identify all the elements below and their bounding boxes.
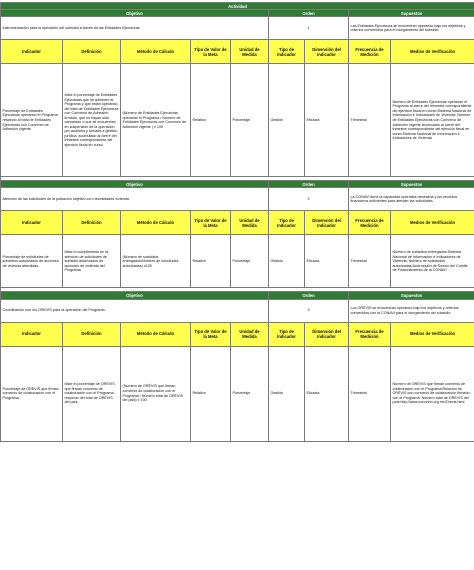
column-header-row — [1, 211, 474, 235]
definicion-cell: Mide el cumplimiento en la atención de solicitudes de subsidio autorizados de acciones de vivienda del Programa — [63, 235, 121, 288]
col-unidad: Unidad de Medida — [231, 322, 269, 346]
supuestos-header: Supuestos — [349, 292, 474, 299]
definicion-cell: Mide el porcentaje de Entidades Ejecutoras que se adhieren al Programa y que están operando, del total de Entidades Ejecutoras con Convenio de Adhesión firmado, que no hayan sido cancelado o que se encuentren en suspensión de la operación por auditoria y turnada a gestión jurídica, acumulado al cierre del trimestre correspondiente del ejercicio fiscal en curso. — [63, 64, 121, 177]
definicion-cell: Mide el porcentaje de ORÉVIS que firman convenio de colaboración con el Programa, respecto del total de ORÉVIS del país. — [63, 346, 121, 441]
col-medios: Medios de Verificación — [391, 211, 474, 235]
col-indicador: Indicador — [1, 211, 63, 235]
medios-cell: Número de ORÉVIS que firman convenio de colaboración con el Programa:Relación de ORÉVIS con convenio de colaboración firmado con el Programa; Número total de ORÉVIS del país:http://www.conorevi.org.mx/Orevis.html — [391, 346, 474, 441]
mir-activity-table — [0, 2, 474, 442]
orden-header: Orden — [269, 181, 349, 188]
medios-cell: Número de Entidades Ejecutoras operando el Programa al cierre del trimestre correspondiente del ejercicio fiscal en curso:Sistema Nacional de Información e Indicadores de Vivienda; Número de Entidades Ejecutoras con Convenio de Adhesión vigente acumulado al cierre del trimestre correspondiente del ejercicio fiscal en curso:Sistema Nacional de Información e Indicadores de Vivienda — [391, 64, 474, 177]
col-indicador: Indicador — [1, 40, 63, 64]
col-dimension: Dimensión del Indicador — [305, 211, 349, 235]
unidad-cell: Porcentaje — [231, 346, 269, 441]
col-metodo: Método de Cálculo — [121, 40, 191, 64]
col-definicion: Definición — [63, 40, 121, 64]
col-definicion: Definición — [63, 211, 121, 235]
frecuencia-cell: Trimestral — [349, 235, 391, 288]
col-dimension: Dimensión del Indicador — [305, 322, 349, 346]
table-title: Actividad — [1, 3, 474, 10]
col-frecuencia: Frecuencia de Medición — [349, 40, 391, 64]
objetivo-text: Instrumentación para la operación del subsidio a través de las Entidades Ejecutoras. — [1, 17, 269, 40]
column-header-row — [1, 322, 474, 346]
indicator-row — [1, 346, 474, 441]
objective-row — [1, 299, 474, 322]
title-row — [1, 3, 474, 10]
objetivo-header: Objetivo — [1, 292, 269, 299]
col-tipo-valor: Tipo de Valor de la Meta — [191, 211, 231, 235]
col-frecuencia: Frecuencia de Medición — [349, 322, 391, 346]
col-unidad: Unidad de Medida — [231, 211, 269, 235]
indicador-cell: Porcentaje de solicitudes de subsidios autorizados de acciones de vivienda atendidas. — [1, 235, 63, 288]
unidad-cell: Porcentaje — [231, 64, 269, 177]
col-frecuencia: Frecuencia de Medición — [349, 211, 391, 235]
section-header-row — [1, 292, 474, 299]
col-medios: Medios de Verificación — [391, 322, 474, 346]
tipo-indicador-cell: Gestión — [269, 235, 305, 288]
dimension-cell: Eficacia — [305, 64, 349, 177]
objetivo-header: Objetivo — [1, 181, 269, 188]
dimension-cell: Eficacia — [305, 235, 349, 288]
metodo-cell: (Número de Entidades Ejecutoras operando el Programa / Número de Entidades Ejecutoras con Convenio de Adhesión vigente ) x 100 — [121, 64, 191, 177]
col-tipo-valor: Tipo de Valor de la Meta — [191, 322, 231, 346]
col-unidad: Unidad de Medida — [231, 40, 269, 64]
tipo-valor-cell: Relativo — [191, 346, 231, 441]
col-medios: Medios de Verificación — [391, 40, 474, 64]
col-definicion: Definición — [63, 322, 121, 346]
indicator-row — [1, 64, 474, 177]
objetivo-text: Coordinación con los OREVIS para la operación del Programa. — [1, 299, 269, 322]
supuestos-header: Supuestos — [349, 10, 474, 17]
dimension-cell: Eficacia — [305, 346, 349, 441]
supuestos-text: Los OREVIS se encuentran operando bajo los objetivos y criterios convenidos con la CONAVI para el otorgamiento del subsidio. — [349, 299, 474, 322]
orden-header: Orden — [269, 10, 349, 17]
supuestos-text: Las Entidades Ejecutoras se encuentran operando bajo los objetivos y criterios convenidos para el otorgamiento del subsidio. — [349, 17, 474, 40]
section-header-row — [1, 181, 474, 188]
objective-row — [1, 17, 474, 40]
section-header-row — [1, 10, 474, 17]
objective-row — [1, 188, 474, 211]
tipo-indicador-cell: Gestión — [269, 346, 305, 441]
col-metodo: Método de Cálculo — [121, 322, 191, 346]
frecuencia-cell: Trimestral — [349, 346, 391, 441]
tipo-valor-cell: Relativo — [191, 64, 231, 177]
indicador-cell: Porcentaje de Entidades Ejecutoras operando el Programa respecto al total de Entidades Ejecutoras con Convenio de Adhesión vigente — [1, 64, 63, 177]
tipo-indicador-cell: Gestión — [269, 64, 305, 177]
col-tipo-indicador: Tipo de Indicador — [269, 211, 305, 235]
metodo-cell: (Número de subsidios entregados/Número de solicitudes autorizadas) x100 — [121, 235, 191, 288]
tipo-valor-cell: Relativo — [191, 235, 231, 288]
orden-header: Orden — [269, 292, 349, 299]
col-dimension: Dimensión del Indicador — [305, 40, 349, 64]
metodo-cell: (Número de ORÉVIS que firman convenio de colaboración con el Programa / Número total de ORÉVIS del país) x 100 — [121, 346, 191, 441]
col-tipo-valor: Tipo de Valor de la Meta — [191, 40, 231, 64]
objetivo-text: Atención de las solicitudes de la población objetivo con necesidades vivienda. — [1, 188, 269, 211]
supuestos-text: La CONAVI tiene la capacidad operativa necesaria y los recursos financieros suficientes para atender las solicitudes. — [349, 188, 474, 211]
orden-value: 2 — [269, 188, 349, 211]
frecuencia-cell: Trimestral — [349, 64, 391, 177]
orden-value: 3 — [269, 299, 349, 322]
col-tipo-indicador: Tipo de Indicador — [269, 40, 305, 64]
indicator-row — [1, 235, 474, 288]
unidad-cell: Porcentaje — [231, 235, 269, 288]
supuestos-header: Supuestos — [349, 181, 474, 188]
col-metodo: Método de Cálculo — [121, 211, 191, 235]
indicador-cell: Porcentaje de ORÉVIS que firman convenio de colaboración con el Programa. — [1, 346, 63, 441]
column-header-row — [1, 40, 474, 64]
col-indicador: Indicador — [1, 322, 63, 346]
col-tipo-indicador: Tipo de Indicador — [269, 322, 305, 346]
medios-cell: Número de subsidios entregados:Sistema Nacional de Información e Indicadores de Vivienda; Número de solicitudes autorizadas:Acta sesión de Sesión del Comité de Financiamiento de la CONAVI — [391, 235, 474, 288]
objetivo-header: Objetivo — [1, 10, 269, 17]
orden-value: 1 — [269, 17, 349, 40]
